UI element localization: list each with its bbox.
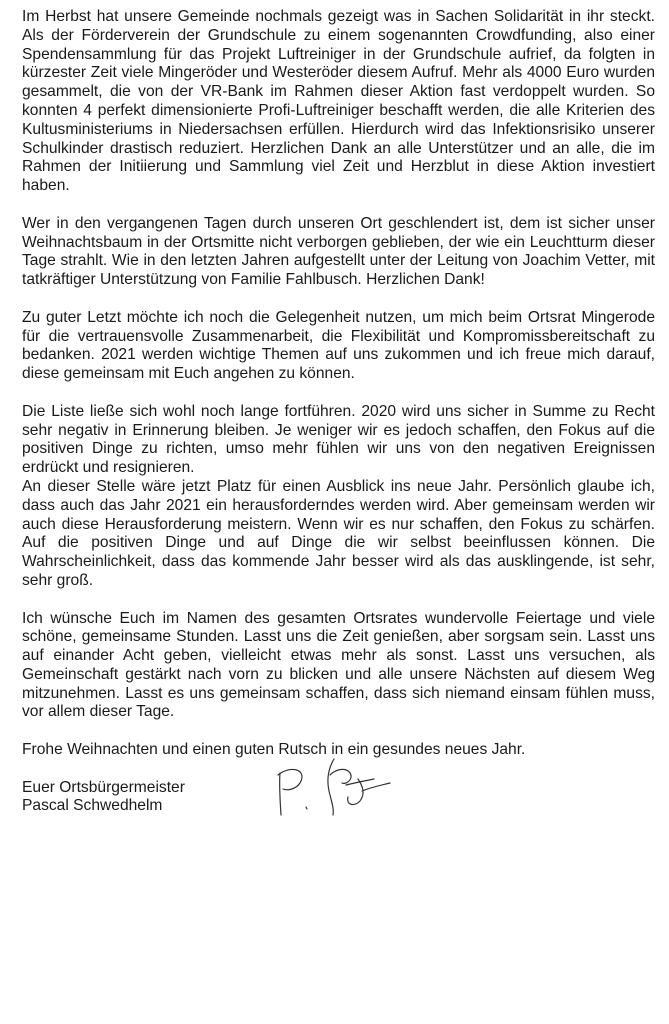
paragraph-christmas-tree: Wer in den vergangenen Tagen durch unseren Ort geschlendert ist, dem ist sicher unser Weihnachtsbaum in der Ortsmitte nicht verborgen geblieben, der wie ein Leuchtturm dieser Tage strahlt. Wie in den letzten Jahren aufgestellt unter der Leitung von Joachim Vetter, mit tatkräftiger Unterstützung von Familie Fahlbusch. Herzlichen Dank! [22, 214, 655, 289]
closing-greeting: Frohe Weihnachten und einen guten Rutsch in ein gesundes neues Jahr. [22, 741, 526, 759]
paragraph-fundraising: Im Herbst hat unsere Gemeinde nochmals gezeigt was in Sachen Solidarität in ihr steckt. Als der Förderverein der Grundschule zu einem sogenannten Crowdfunding, also einer Spendensammlung für das Projekt Luftreiniger in der Grundschule aufrief, da folgten in kürzester Zeit viele Mingeröder und Westeröder diesem Aufruf. Mehr als 4000 Euro wurden gesammelt, die von der VR-Bank im Rahmen dieser Aktion fast verdoppelt wurden. So konnten 4 perfekt dimensionierte Profi-Luftreiniger beschafft werden, die alle Kriterien des Kultusministeriums in Niedersachsen erfüllen. Hierdurch wird das Infektionsrisiko unserer Schulkinder drastisch reduziert. Herzlichen Dank an alle Unterstützer und an alle, die im Rahmen der Initiierung und Sammlung viel Zeit und Herzblut in diese Aktion investiert haben. [22, 8, 655, 195]
paragraph-wishes: Ich wünsche Euch im Namen des gesamten Ortsrates wundervolle Feiertage und viele schöne, gemeinsame Stunden. Lasst uns die Zeit genießen, aber sorgsam sein. Lasst uns auf einander Acht geben, vielleicht etwas mehr als sonst. Lasst uns versuchen, als Gemeinschaft gestärkt nach vorn zu blicken und alle unsere Nächsten auf diesem Weg mitzunehmen. Lasst es uns gemeinsam schaffen, dass sich niemand einsam fühlen muss, vor allem dieser Tage. [22, 609, 655, 721]
signoff-block [22, 779, 655, 817]
signoff-title: Euer Ortsbürgermeister [22, 778, 185, 796]
handwritten-signature-icon [250, 745, 410, 825]
paragraph-outlook: An dieser Stelle wäre jetzt Platz für einen Ausblick ins neue Jahr. Persönlich glaube ich, dass auch das Jahr 2021 ein herausforderndes werden wird. Aber gemeinsam werden wir auch diese Herausforderung meistern. Wenn wir es nur schaffen, den Fokus zu schärfen. Auf die positiven Dinge und auf Dinge die wir selbst beeinflussen können. Die Wahrscheinlichkeit, dass das kommende Jahr besser wird als das ausklingende, ist sehr, sehr groß. [22, 477, 655, 589]
paragraph-list: Die Liste ließe sich wohl noch lange fortführen. 2020 wird uns sicher in Summe zu Recht sehr negativ in Erinnerung bleiben. Je weniger wir es jedoch schaffen, den Fokus auf die positiven Dinge zu richten, umso mehr fühlen wir uns von den negativen Ereignissen erdrückt und resignieren. [22, 402, 655, 477]
signoff-name: Pascal Schwedhelm [22, 797, 163, 815]
paragraph-thanks-ortsrat: Zu guter Letzt möchte ich noch die Gelegenheit nutzen, um mich beim Ortsrat Mingerode für die vertrauensvolle Zusammenarbeit, die Flexibilität und Kompromissbereitschaft zu bedanken. 2021 werden wichtige Themen auf uns zukommen und ich freue mich darauf, diese gemeinsam mit Euch angehen zu können. [22, 308, 655, 383]
